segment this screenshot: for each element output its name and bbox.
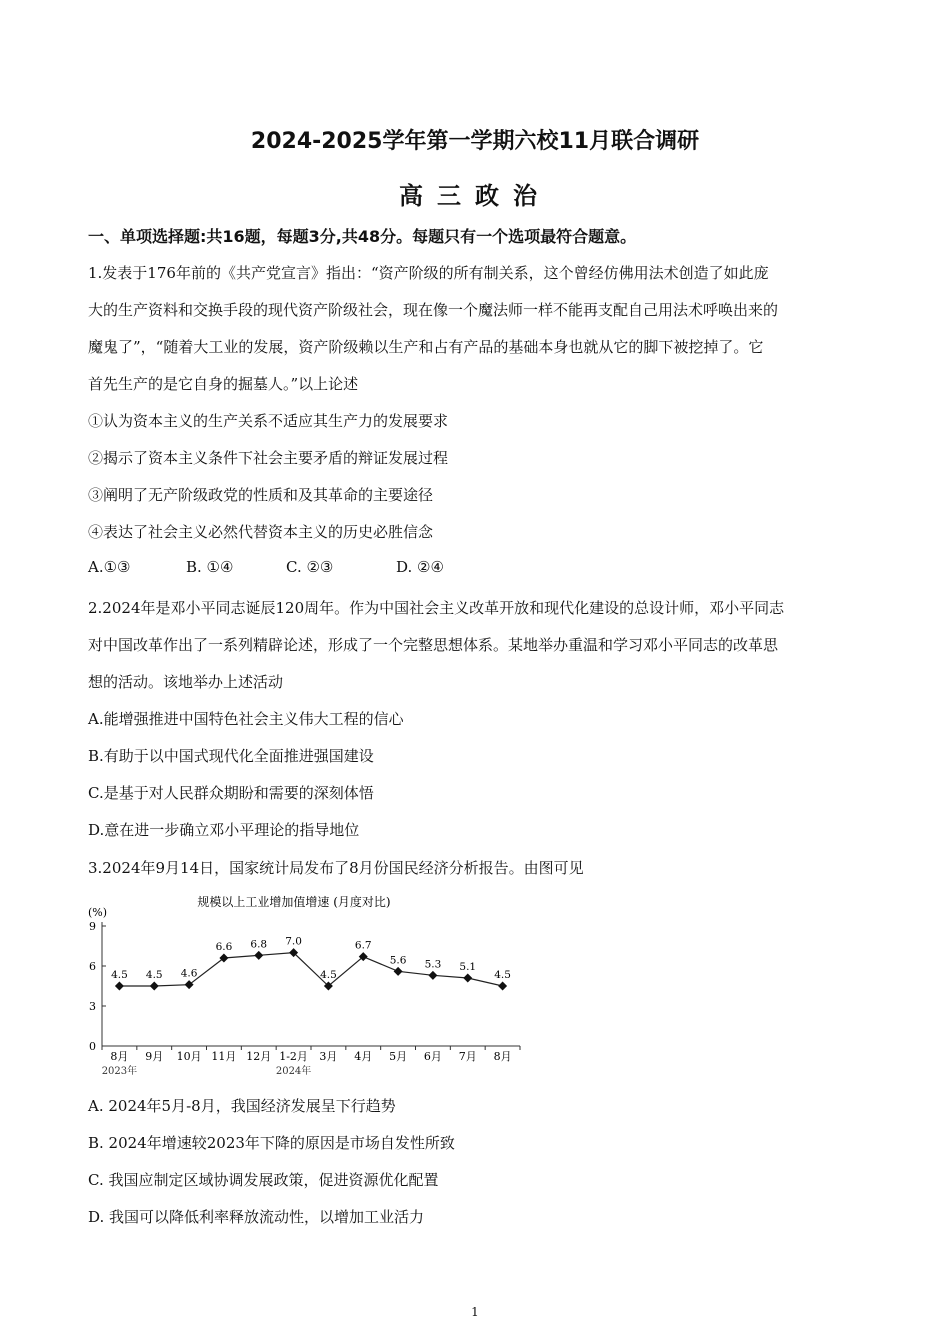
y-tick-label: 6 <box>89 960 96 973</box>
q2-stem-line: 2.2024年是邓小平同志诞辰120周年。作为中国社会主义改革开放和现代化建设的总设计师，邓小平同志 <box>88 599 785 617</box>
chart-axes <box>89 920 520 1077</box>
q3-stem: 3.2024年9月14日，国家统计局发布了8月份国民经济分析报告。由图可见 <box>88 859 584 877</box>
x-tick-label: 4月 <box>354 1050 373 1063</box>
year-label: 2023年 <box>101 1066 138 1077</box>
y-tick-label: 9 <box>89 920 96 933</box>
data-label: 5.6 <box>389 954 407 967</box>
data-label: 5.3 <box>424 958 442 971</box>
q2-option-a: A.能增强推进中国特色社会主义伟大工程的信心 <box>88 710 404 728</box>
data-label: 4.5 <box>145 969 163 981</box>
page-number: 1 <box>471 1305 479 1319</box>
section-heading: 一、单项选择题:共16题，每题3分,共48分。每题只有一个选项最符合题意。 <box>88 227 637 246</box>
q2-option-c: C.是基于对人民群众期盼和需要的深刻体悟 <box>88 784 374 802</box>
data-label: 4.5 <box>494 969 511 981</box>
x-tick-label: 8月 <box>110 1050 129 1063</box>
q1-option-d: D. ②④ <box>396 558 444 576</box>
q2-option-d: D.意在进一步确立邓小平理论的指导地位 <box>88 821 360 839</box>
q1-statement: ③阐明了无产阶级政党的性质和及其革命的主要途径 <box>88 486 434 504</box>
x-tick-label: 6月 <box>423 1050 442 1063</box>
q3-option-b: B. 2024年增速较2023年下降的原因是市场自发性所致 <box>88 1134 455 1152</box>
chart-title: 规模以上工业增加值增速 (月度对比) <box>197 895 391 909</box>
q3-option-c: C. 我国应制定区域协调发展政策，促进资源优化配置 <box>88 1171 439 1189</box>
x-tick-label: 9月 <box>145 1050 164 1063</box>
data-label: 6.8 <box>250 938 268 951</box>
data-label: 6.6 <box>215 941 233 953</box>
q1-option-b: B. ①④ <box>186 558 234 576</box>
x-tick-label: 10月 <box>176 1050 202 1063</box>
q2-option-b: B.有助于以中国式现代化全面推进强国建设 <box>88 747 374 765</box>
q2-stem-line: 想的活动。该地举办上述活动 <box>88 673 284 691</box>
line-chart <box>80 888 530 1088</box>
chart-series <box>111 936 511 991</box>
data-label: 4.5 <box>320 969 337 981</box>
x-tick-label: 3月 <box>319 1050 338 1063</box>
x-tick-label: 5月 <box>389 1050 408 1063</box>
q1-stem-line: 1.发表于176年前的《共产党宣言》指出：“资产阶级的所有制关系，这个曾经仿佛用法术创造了如此庞 <box>88 264 769 282</box>
year-label: 2024年 <box>275 1066 312 1077</box>
q1-stem-line: 魔鬼了”，“随着大工业的发展，资产阶级赖以生产和占有产品的基础本身也就从它的脚下被挖掉了。它 <box>88 338 764 356</box>
exam-title: 2024-2025学年第一学期六校11月联合调研 <box>250 129 700 154</box>
q1-statement: ④表达了社会主义必然代替资本主义的历史必胜信念 <box>88 523 434 541</box>
data-label: 4.6 <box>180 967 198 980</box>
y-tick-label: 0 <box>89 1040 96 1053</box>
data-label: 4.5 <box>111 969 128 981</box>
data-point <box>254 951 263 960</box>
data-point <box>498 982 507 991</box>
q1-statement: ②揭示了资本主义条件下社会主要矛盾的辩证发展过程 <box>88 449 449 467</box>
y-tick-label: 3 <box>89 1000 96 1013</box>
data-point <box>115 982 124 991</box>
data-point <box>394 967 403 976</box>
data-point <box>463 974 472 983</box>
data-label: 6.7 <box>354 939 372 952</box>
x-tick-label: 8月 <box>493 1050 512 1063</box>
series-line <box>119 953 502 986</box>
q3-option-d: D. 我国可以降低利率释放流动性，以增加工业活力 <box>88 1208 425 1226</box>
q1-option-c: C. ②③ <box>286 558 334 576</box>
x-tick-label: 7月 <box>458 1050 477 1063</box>
q1-stem-line: 首先生产的是它自身的掘墓人。”以上论述 <box>88 375 359 393</box>
x-tick-label: 11月 <box>211 1050 237 1063</box>
q1-stem-line: 大的生产资料和交换手段的现代资产阶级社会，现在像一个魔法师一样不能再支配自己用法术呼唤出来的 <box>88 301 779 319</box>
x-tick-label: 1-2月 <box>279 1050 308 1063</box>
y-axis-label: (%) <box>88 906 108 919</box>
data-point <box>428 971 437 980</box>
data-label: 7.0 <box>285 935 302 948</box>
subject-title: 高三政治 <box>399 182 551 210</box>
data-point <box>150 982 159 991</box>
q3-option-a: A. 2024年5月-8月，我国经济发展呈下行趋势 <box>88 1097 396 1115</box>
data-label: 5.1 <box>459 961 477 973</box>
x-tick-label: 12月 <box>246 1050 272 1063</box>
q1-option-a: A.①③ <box>88 558 131 576</box>
q1-options <box>88 558 444 576</box>
q1-statement: ①认为资本主义的生产关系不适应其生产力的发展要求 <box>88 412 449 430</box>
q2-stem-line: 对中国改革作出了一系列精辟论述，形成了一个完整思想体系。某地举办重温和学习邓小平同志的改革思 <box>88 636 779 654</box>
